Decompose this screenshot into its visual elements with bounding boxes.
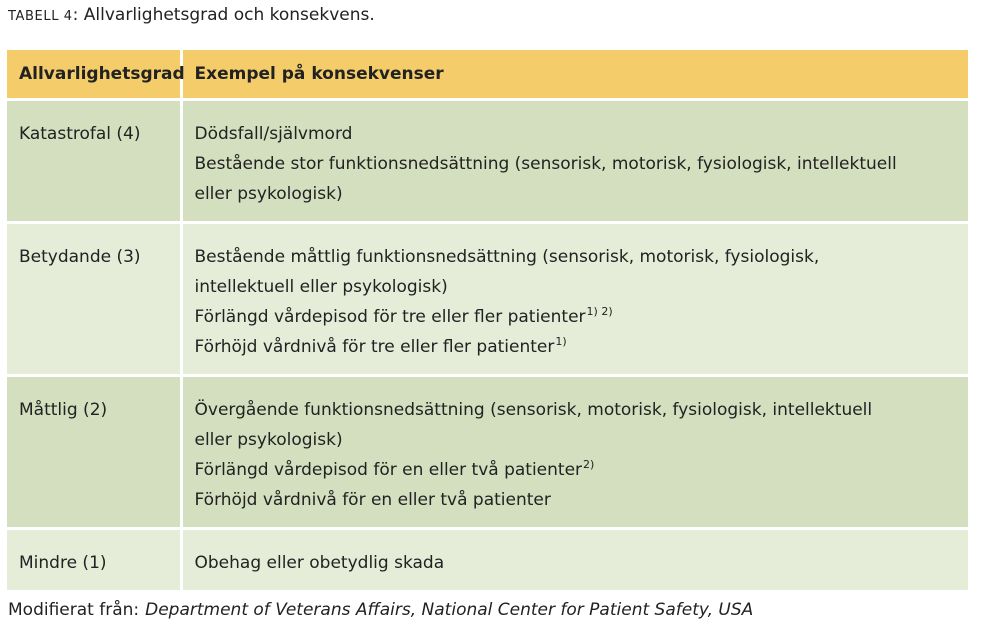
- table-row-significant: [7, 222, 968, 375]
- source-note: [8, 598, 753, 622]
- consequence-item: Bestående måttlig funktionsnedsättning (sensorisk, motorisk, fysiologisk, intellektuell eller psykologisk): [194, 246, 820, 297]
- source-prefix: Modifierat från:: [8, 600, 140, 620]
- table-row-moderate: [7, 375, 968, 528]
- table-caption: [8, 4, 375, 28]
- consequence-item: Obehag eller obetydlig skada: [194, 552, 445, 573]
- source-organization: Department of Veterans Affairs, National Center for Patient Safety, USA: [145, 600, 754, 620]
- severity-cell: Betydande (3): [7, 222, 181, 375]
- consequence-item: Förlängd vårdepisod för tre eller fler patienter$^{1) 2)}$: [194, 304, 613, 327]
- table-row-minor: [7, 528, 968, 591]
- consequence-item: Dödsfall/självmord: [194, 123, 353, 144]
- consequence-item: Förlängd vårdepisod för en eller två patienter$^{2)}$: [194, 457, 595, 480]
- severity-cell: Katastrofal (4): [7, 99, 181, 222]
- consequences-cell: [181, 99, 968, 222]
- footnote-marker: 1) 2): [586, 304, 613, 318]
- table-caption-title: : Allvarlighetsgrad och konsekvens.: [72, 5, 375, 25]
- severity-cell: Måttlig (2): [7, 375, 181, 528]
- consequence-item: Förhöjd vårdnivå för tre eller fler patienter$^{1)}$: [194, 334, 567, 357]
- footnote-marker: 2): [583, 457, 595, 471]
- consequence-item: Bestående stor funktionsnedsättning (sensorisk, motorisk, fysiologisk, intellektuell eller psykologisk): [194, 153, 897, 204]
- consequences-cell: [181, 375, 968, 528]
- severity-cell: Mindre (1): [7, 528, 181, 591]
- consequences-cell: [181, 222, 968, 375]
- table-row-catastrophic: [7, 99, 968, 222]
- table-caption-label: TABELL 4: [8, 9, 73, 24]
- consequence-item: Förhöjd vårdnivå för en eller två patienter: [194, 489, 551, 510]
- table-header-row: [7, 50, 968, 99]
- footnote-marker: 1): [555, 334, 567, 348]
- severity-consequence-table: [7, 50, 968, 593]
- header-consequences: Exempel på konsekvenser: [181, 50, 968, 99]
- header-severity: Allvarlighetsgrad: [7, 50, 181, 99]
- consequence-item: Övergående funktionsnedsättning (sensorisk, motorisk, fysiologisk, intellektuell eller psykologisk): [194, 399, 873, 450]
- consequences-cell: [181, 528, 968, 591]
